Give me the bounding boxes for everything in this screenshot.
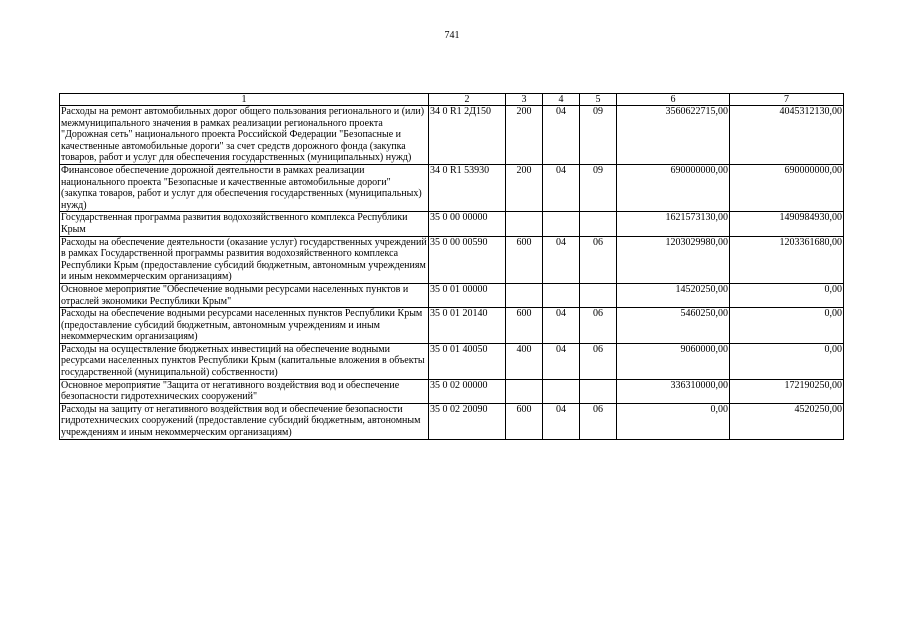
row-name-cell: Государственная программа развития водохозяйственного комплекса Республики Крым [60,212,429,236]
row-vr-cell: 400 [506,343,543,379]
column-header: 1 [60,94,429,106]
row-code-cell: 35 0 00 00590 [429,236,506,283]
row-rz-cell: 04 [543,308,580,344]
row-vr-cell: 200 [506,106,543,165]
row-name-cell: Расходы на ремонт автомобильных дорог общего пользования регионального и (или) межмуниципального значения в рамках реализации регионального проекта "Дорожная сеть" национального проекта Российской Федерации "Безопасные и качественные автомобильные дороги" за счет средств дорожного фонда (закупка товаров, работ и услуг для обеспечения государственных (муниципальных) нужд) [60,106,429,165]
row-vr-cell: 600 [506,308,543,344]
row-rz-cell: 04 [543,164,580,211]
column-header: 2 [429,94,506,106]
row-name-cell: Расходы на обеспечение водными ресурсами населенных пунктов Республики Крым (предоставление субсидий бюджетным, автономным учреждениям и иным некоммерческим организациям) [60,308,429,344]
row-sum1-cell: 336310000,00 [617,379,730,403]
table-row [60,379,844,403]
column-header: 4 [543,94,580,106]
row-pr-cell: 09 [580,106,617,165]
page-number: 741 [444,30,460,41]
row-sum1-cell: 1203029980,00 [617,236,730,283]
row-pr-cell [580,379,617,403]
row-pr-cell: 06 [580,308,617,344]
row-name-cell: Расходы на осуществление бюджетных инвестиций на обеспечение водными ресурсами населенных пунктов Республики Крым (капитальные вложения в объекты государственной (муниципальной) собственности) [60,343,429,379]
row-code-cell: 35 0 02 00000 [429,379,506,403]
row-rz-cell [543,283,580,307]
table-row [60,106,844,165]
row-sum2-cell: 0,00 [730,343,844,379]
row-code-cell: 35 0 00 00000 [429,212,506,236]
row-code-cell: 34 0 R1 53930 [429,164,506,211]
table-header-row [60,94,844,106]
row-rz-cell: 04 [543,106,580,165]
row-code-cell: 35 0 01 40050 [429,343,506,379]
row-sum2-cell: 172190250,00 [730,379,844,403]
row-code-cell: 34 0 R1 2Д150 [429,106,506,165]
row-vr-cell: 200 [506,164,543,211]
row-sum2-cell: 4520250,00 [730,403,844,439]
row-sum2-cell: 4045312130,00 [730,106,844,165]
table-row [60,308,844,344]
row-sum2-cell: 0,00 [730,283,844,307]
row-pr-cell: 06 [580,236,617,283]
row-vr-cell [506,283,543,307]
row-sum1-cell: 9060000,00 [617,343,730,379]
table-row [60,283,844,307]
row-pr-cell: 06 [580,403,617,439]
row-name-cell: Финансовое обеспечение дорожной деятельности в рамках реализации национального проекта "Безопасные и качественные автомобильные дороги" (закупка товаров, работ и услуг для обеспечения государственных (муниципальных) нужд) [60,164,429,211]
row-name-cell: Основное мероприятие "Обеспечение водными ресурсами населенных пунктов и отраслей экономики Республики Крым" [60,283,429,307]
row-sum1-cell: 1621573130,00 [617,212,730,236]
row-sum1-cell: 690000000,00 [617,164,730,211]
row-sum1-cell: 0,00 [617,403,730,439]
budget-table [59,93,844,440]
table-row [60,212,844,236]
row-name-cell: Расходы на защиту от негативного воздействия вод и обеспечение безопасности гидротехнических сооружений (предоставление субсидий бюджетным, автономным учреждениям и иным некоммерческим организациям) [60,403,429,439]
row-rz-cell: 04 [543,236,580,283]
table-row [60,403,844,439]
row-rz-cell: 04 [543,403,580,439]
row-name-cell: Основное мероприятие "Защита от негативного воздействия вод и обеспечение безопасности гидротехнических сооружений" [60,379,429,403]
row-sum1-cell: 3560622715,00 [617,106,730,165]
row-pr-cell [580,283,617,307]
row-vr-cell [506,379,543,403]
row-rz-cell: 04 [543,343,580,379]
row-sum2-cell: 1490984930,00 [730,212,844,236]
row-code-cell: 35 0 02 20090 [429,403,506,439]
table-row [60,164,844,211]
row-sum2-cell: 1203361680,00 [730,236,844,283]
table-row [60,343,844,379]
row-vr-cell [506,212,543,236]
row-code-cell: 35 0 01 20140 [429,308,506,344]
row-code-cell: 35 0 01 00000 [429,283,506,307]
row-pr-cell [580,212,617,236]
row-vr-cell: 600 [506,403,543,439]
column-header: 7 [730,94,844,106]
row-pr-cell: 09 [580,164,617,211]
row-sum2-cell: 690000000,00 [730,164,844,211]
table-row [60,236,844,283]
row-pr-cell: 06 [580,343,617,379]
row-sum2-cell: 0,00 [730,308,844,344]
column-header: 6 [617,94,730,106]
column-header: 5 [580,94,617,106]
row-sum1-cell: 5460250,00 [617,308,730,344]
row-sum1-cell: 14520250,00 [617,283,730,307]
column-header: 3 [506,94,543,106]
row-rz-cell [543,379,580,403]
row-rz-cell [543,212,580,236]
row-vr-cell: 600 [506,236,543,283]
row-name-cell: Расходы на обеспечение деятельности (оказание услуг) государственных учреждений в рамках Государственной программы развития водохозяйственного комплекса Республики Крым (предоставление субсидий бюджетным, автономным учреждениям и иным некоммерческим организациям) [61,236,427,283]
